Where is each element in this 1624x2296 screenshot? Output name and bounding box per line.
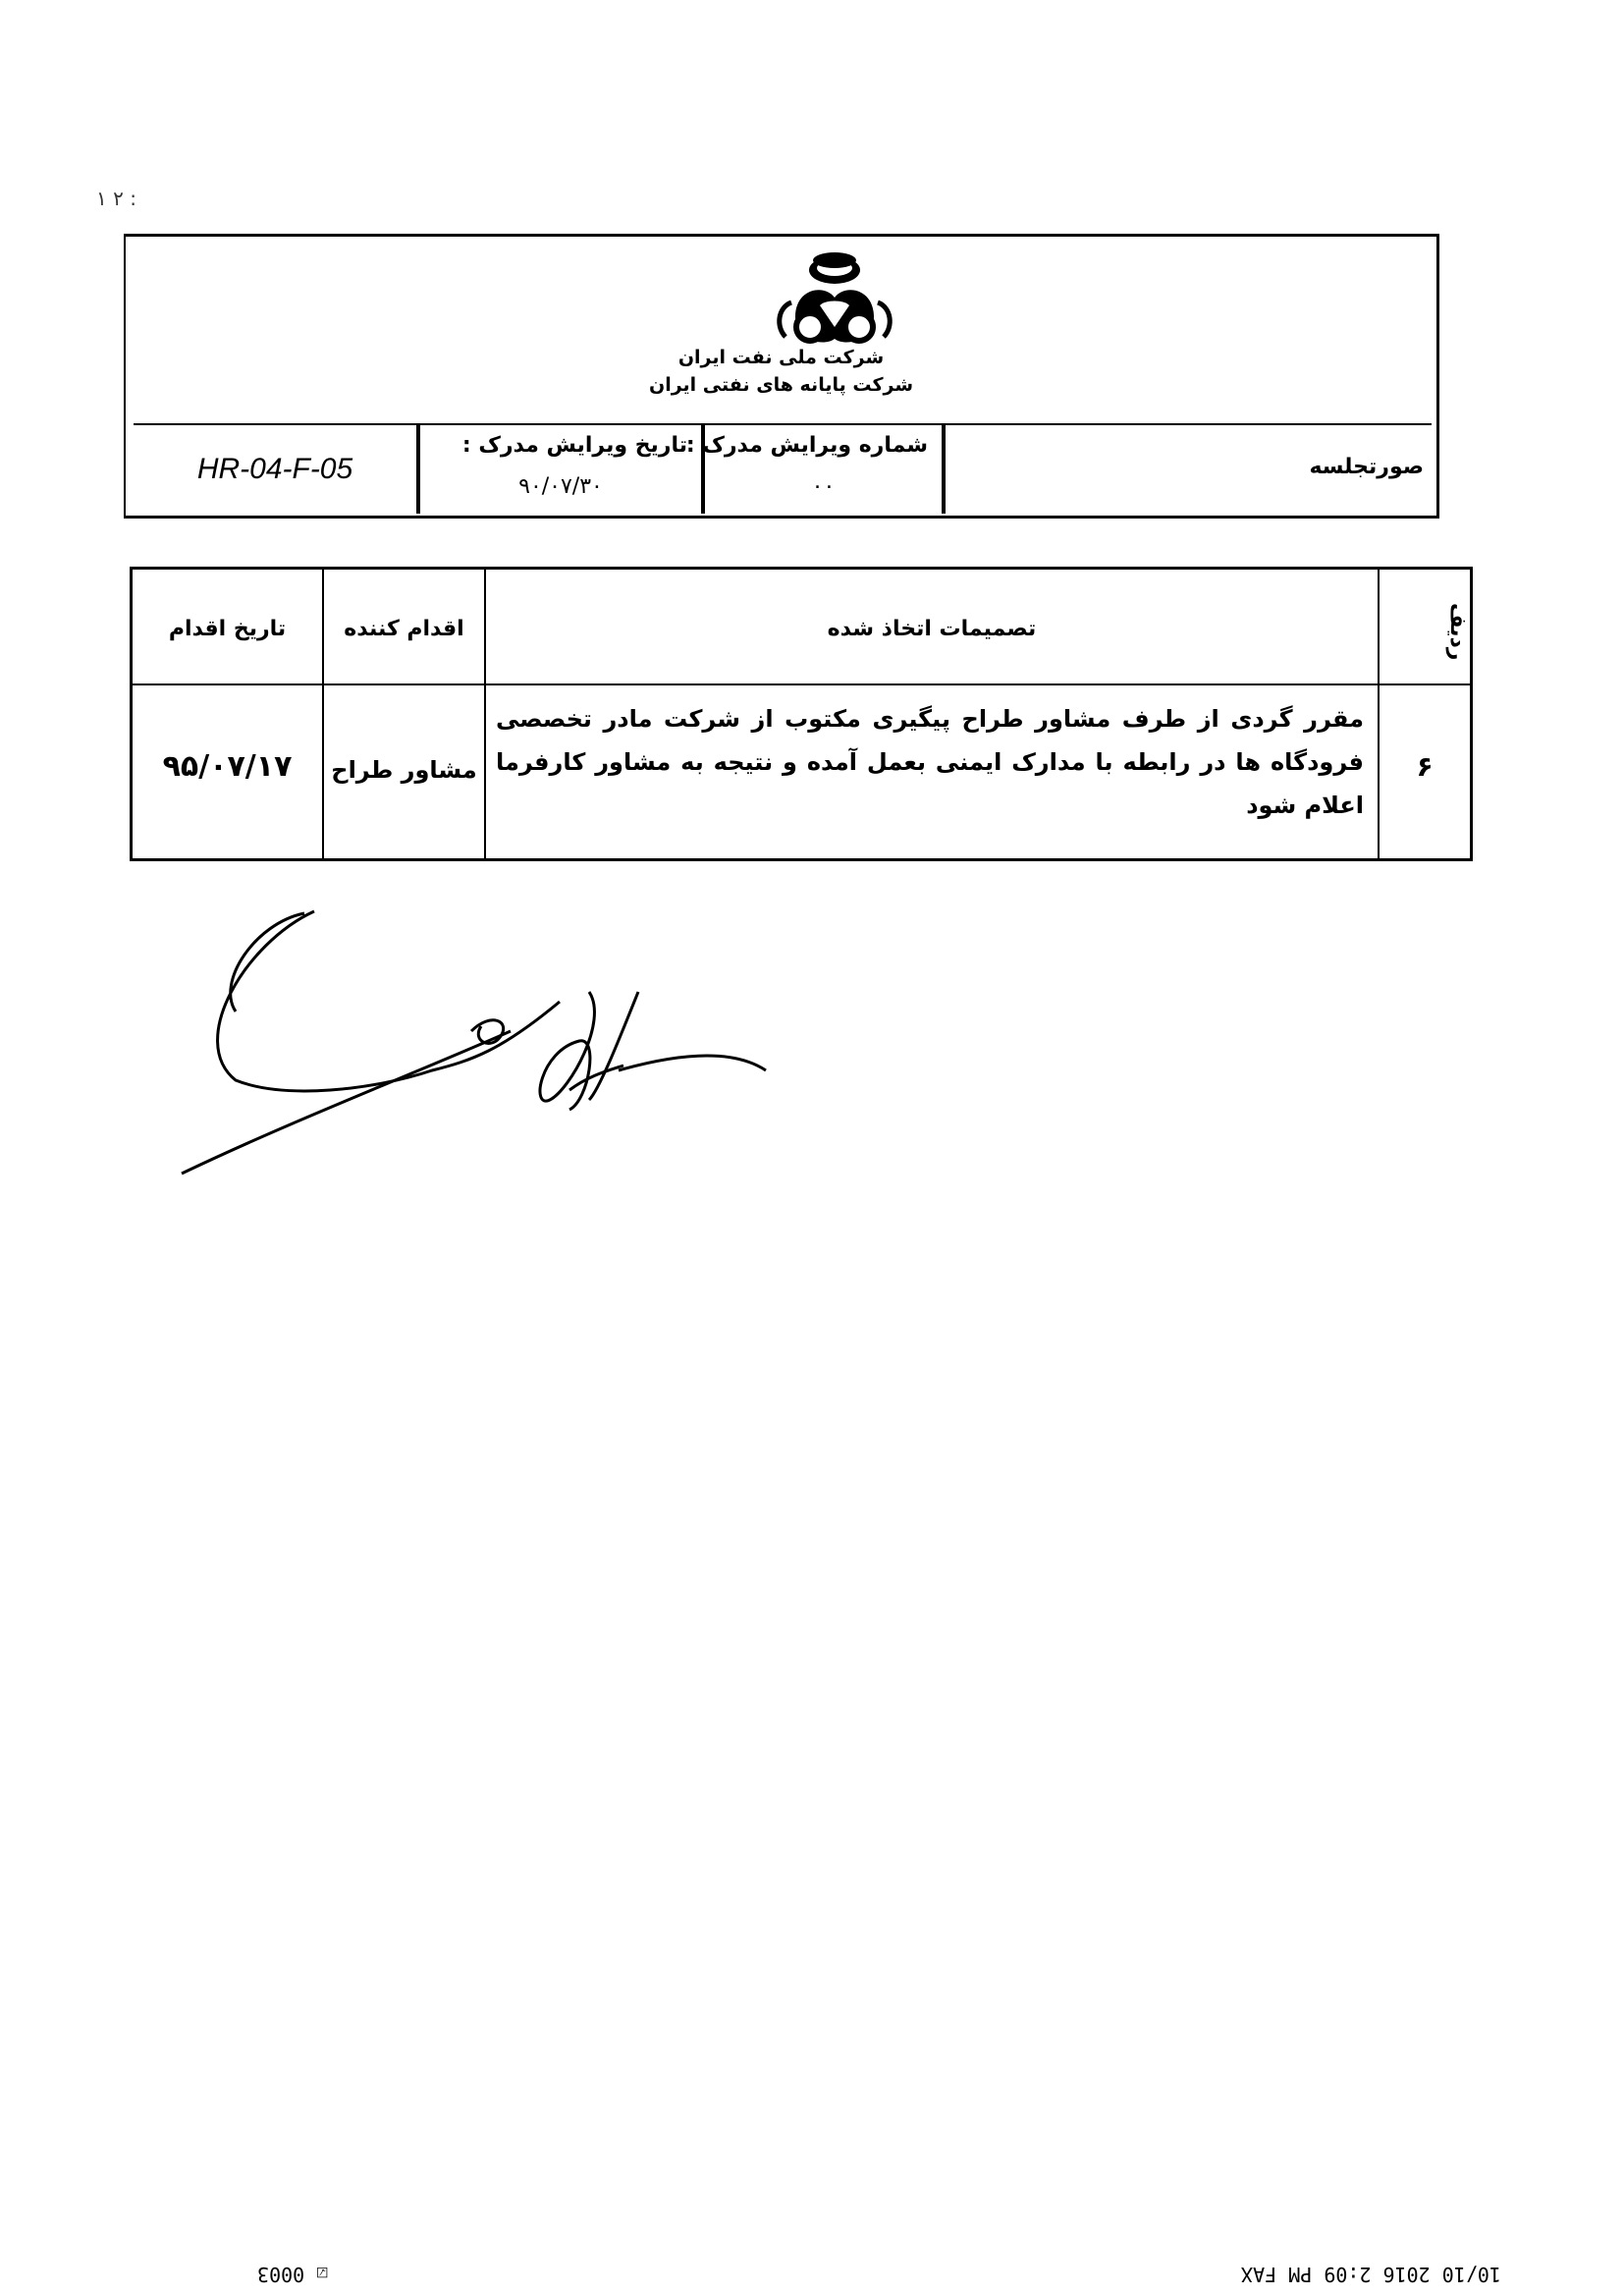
table-header-row — [133, 570, 1470, 685]
row-actor: مشاور طراح — [331, 756, 477, 784]
column-decision-label: تصمیمات اتخاذ شده — [827, 617, 1037, 641]
fax-header-text: 10/10 2016 2:09 PM FAX — [1241, 2263, 1501, 2286]
column-date-label: تاریخ اقدام — [168, 617, 287, 641]
form-title-cell — [944, 425, 1432, 514]
revision-date-value: ۹۰/۰۷/۳۰ — [518, 474, 603, 499]
nioc-flame-logo-icon — [727, 248, 943, 356]
header-row-no-cell — [1378, 570, 1470, 683]
row-actor-cell — [322, 685, 484, 858]
row-date: ۹۵/۰۷/۱۷ — [162, 749, 293, 784]
revision-number-cell — [685, 425, 944, 514]
company-primary-name: شرکت ملی نفت ایران — [677, 347, 885, 368]
column-actor-label: اقدام کننده — [344, 617, 464, 641]
header-date-cell — [133, 570, 322, 683]
signature-icon — [177, 903, 785, 1188]
document-meta-row — [134, 423, 1432, 514]
revision-number-label: شماره ویرایش مدرک : — [685, 433, 928, 458]
document-code: HR-04-F-05 — [134, 425, 418, 514]
column-row-no-label: ردیف — [1445, 602, 1470, 661]
revision-date-cell — [418, 425, 703, 514]
header-top — [126, 237, 1436, 409]
revision-date-label: تاریخ ویرایش مدرک : — [461, 433, 687, 458]
header-decision-cell — [484, 570, 1378, 683]
row-decision-cell — [484, 685, 1378, 858]
revision-number-value: ۰۰ — [811, 474, 836, 499]
decisions-table — [130, 567, 1473, 861]
row-number: ۶ — [1416, 750, 1434, 783]
header-actor-cell — [322, 570, 484, 683]
company-secondary-name: شرکت پایانه های نفتی ایران — [648, 374, 914, 396]
document-header — [124, 234, 1439, 519]
row-decision: مقرر گردی از طرف مشاور طراح پیگیری مکتوب از شرکت مادر تخصصی فرودگاه ها در رابطه با مدارک ایمنی بعمل آمده و نتیجه به مشاور کارفرما اعلام شود — [496, 705, 1364, 819]
table-row — [133, 685, 1470, 858]
row-date-cell — [133, 685, 322, 858]
form-title: صورتجلسه — [1309, 455, 1424, 479]
row-number-cell — [1378, 685, 1470, 858]
corner-mark: ۱ ۲ : — [96, 187, 136, 210]
page-code: ☑ 0003 — [257, 2263, 329, 2286]
